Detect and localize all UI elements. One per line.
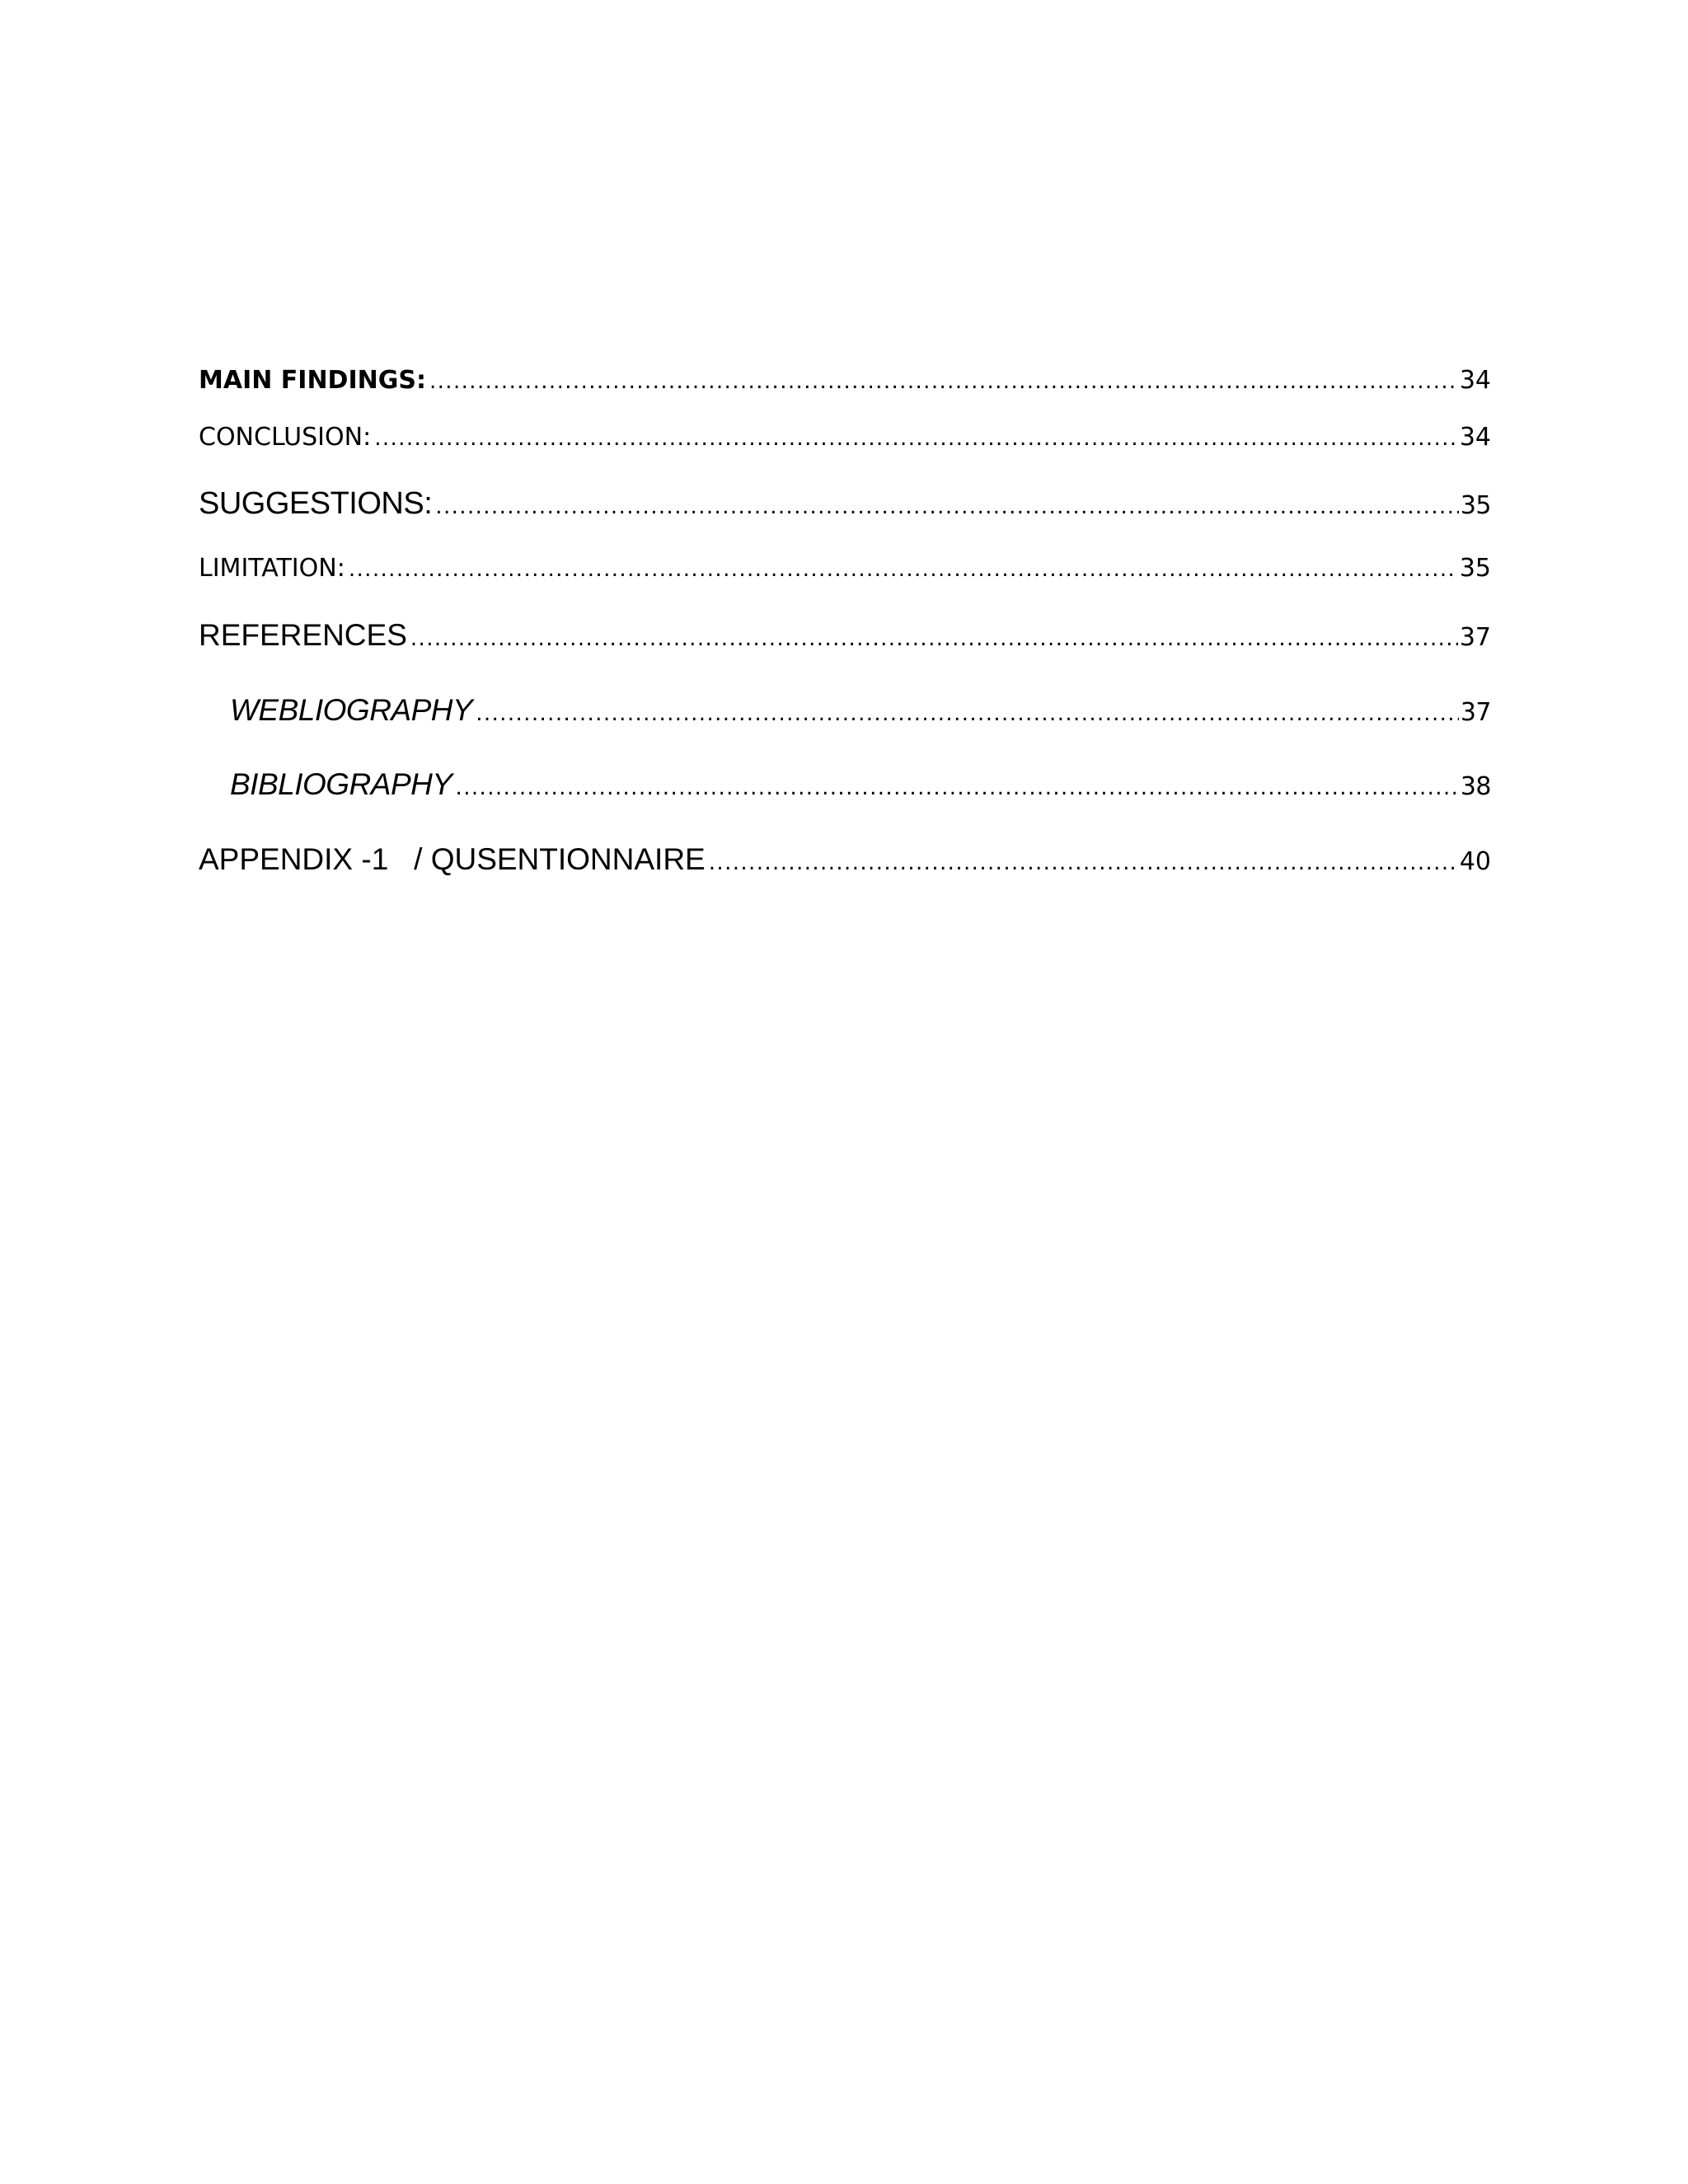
toc-dot-leader bbox=[709, 852, 1458, 874]
toc-entry-page-number: 34 bbox=[1459, 366, 1491, 395]
toc-dot-leader bbox=[456, 777, 1459, 799]
toc-entry-page-number: 40 bbox=[1459, 847, 1491, 876]
toc-dot-leader bbox=[429, 371, 1458, 392]
toc-dot-leader bbox=[410, 628, 1458, 649]
toc-entry-appendix[interactable] bbox=[199, 844, 1491, 874]
toc-entry-suggestions[interactable] bbox=[199, 488, 1491, 519]
toc-entry-page-number: 37 bbox=[1459, 623, 1491, 652]
toc-dot-leader bbox=[349, 559, 1458, 580]
toc-entry-page-number: 35 bbox=[1460, 491, 1491, 520]
toc-entry-main-findings[interactable] bbox=[199, 368, 1491, 393]
toc-dot-leader bbox=[476, 703, 1459, 724]
toc-entry-conclusion[interactable] bbox=[199, 425, 1491, 450]
toc-entry-bibliography[interactable] bbox=[230, 769, 1491, 799]
toc-entry-label: SUGGESTIONS: bbox=[199, 486, 433, 521]
toc-entry-label: CONCLUSION: bbox=[199, 423, 372, 452]
toc-entry-label: MAIN FINDINGS: bbox=[199, 366, 426, 395]
toc-entry-label: REFERENCES bbox=[199, 618, 407, 652]
toc-entry-label: APPENDIX -1 / QUSENTIONNAIRE bbox=[199, 842, 706, 876]
toc-entry-page-number: 38 bbox=[1460, 772, 1491, 801]
toc-entry-page-number: 34 bbox=[1459, 423, 1491, 452]
toc-dot-leader bbox=[374, 428, 1458, 449]
toc-dot-leader bbox=[435, 496, 1459, 518]
toc-entry-limitation[interactable] bbox=[199, 556, 1491, 581]
toc-entry-label: LIMITATION: bbox=[199, 554, 345, 583]
toc-entry-label: WEBLIOGRAPHY bbox=[230, 693, 473, 727]
toc-entry-label: BIBLIOGRAPHY bbox=[230, 767, 452, 801]
toc-entry-page-number: 35 bbox=[1459, 554, 1491, 583]
toc-entry-references[interactable] bbox=[199, 620, 1491, 650]
toc-entry-page-number: 37 bbox=[1460, 698, 1491, 727]
toc-entry-webliography[interactable] bbox=[230, 695, 1491, 725]
